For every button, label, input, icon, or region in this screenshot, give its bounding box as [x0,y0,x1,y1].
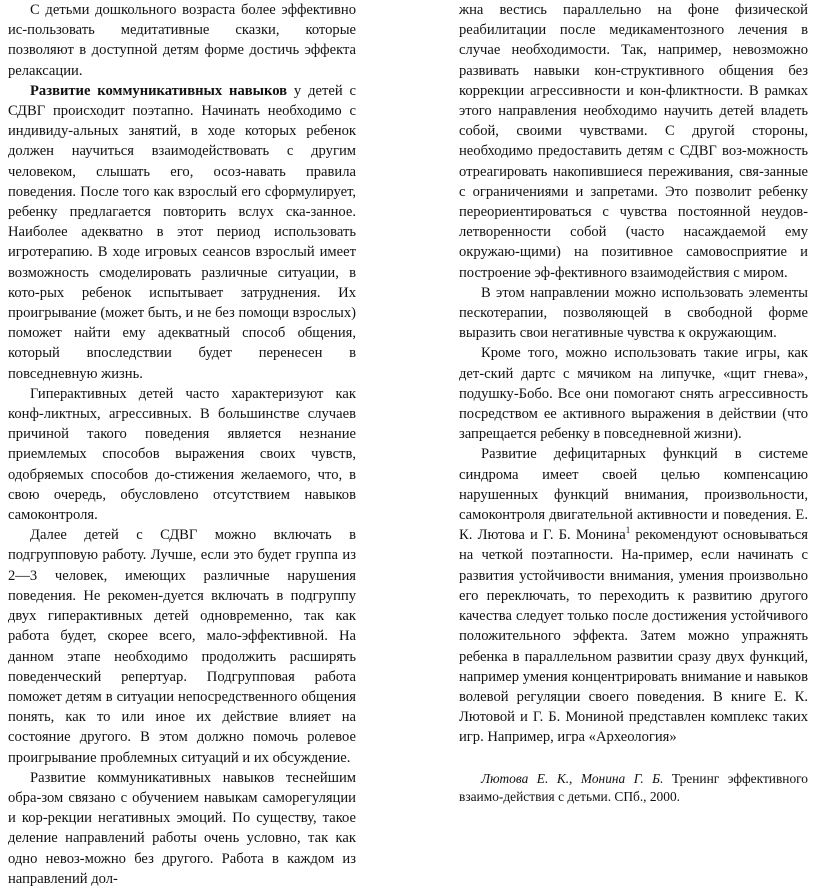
footnote-authors: Лютова Е. К., Монина Г. Б. [481,770,664,786]
footnote-reference: 1 [625,525,631,536]
paragraph-text: рекомендуют основываться на четкой поэтапности. На-пример, если начинать с развития устойчивости внимания, умения произвольно его переключать, то переходить к развитию другого качества следует только после достижения устойчивого положительного эффекта. Затем можно упражнять ребенка в параллельном развитии сразу двух функций, например умения концентрировать внимание и навыков волевой регуляции своего поведения. В книге Е. К. Лютовой и Г. Б. Мониной представлен комплекс таких игр. Например, игра «Археология» [459,527,809,746]
paragraph-relaxation: С детьми дошкольного возраста более эффективно ис-пользовать медитативные сказки, которые позволяют в доступной детям форме достичь эффекта релаксации. [8,2,356,79]
right-column [459,0,808,806]
paragraph-games: Кроме того, можно использовать такие игры, как дет-ский дартс с мячиком на липучке, «щит гнева», подушку-Бобо. Все они помогают снять агрессивность посредством ее активного выражения в действии (что запрещается ребенку в повседневной жизни). [459,345,808,443]
paragraph-communication-skills [8,81,356,384]
paragraph-continuation: жна вестись параллельно на фоне физической реабилитации после медикаментозного лечения в случае необходимости. Так, например, невозможно развивать навыки кон-структивного общения без коррекции агрессивности и кон-фликтности. В рамках этого направления необходимо научить детей владеть собой, своими чувствами. С другой стороны, необходимо предоставить детям с СДВГ воз-можность отреагировать накопившиеся переживания, свя-занные с ограничениями и запретами. Это позволит ребенку переориентироваться с чувства постоянной неудов-летворенности собой (часто насаждаемой ему окружаю-щими) на позитивное самовосприятие и построение эф-фективного взаимодействия с миром. [459,2,808,281]
paragraph-text: Развитие дефицитарных функций в системе синдрома имеет своей целью компенсацию нарушенных функций внимания, произвольности, самоконтроля двигательной активности и поведения. Е. К. Лютова и Г. Б. Монина [459,446,808,544]
paragraph-sand-therapy: В этом направлении можно использовать элементы пескотерапии, позволяющей в свободной форме выразить свои негативные чувства к окружающим. [459,284,808,342]
left-column [8,0,356,889]
bold-heading-communication: Развитие коммуникативных навыков [30,82,288,99]
paragraph-text: у детей с СДВГ происходит поэтапно. Начинать необходимо с индивиду-альных занятий, в ходе которых ребенок должен научиться взаимодействовать с другим человеком, слышать его, осоз-навать правила поведения. После того как взрослый его сформулирует, ребенку предлагается повторить вслух ска-занное. Наиболее адекватно в этот период использовать игротерапию. В ходе игровых сеансов взрослый имеет возможность смоделировать различные ситуации, в кото-рых ребенок испытывает затруднения. Их проигрывание (может быть, и не без помощи взрослых) поможет найти ему адекватный способ общения, который впоследствии будет перенесен в повседневную жизнь. [8,82,356,382]
paragraph-conflict: Гиперактивных детей часто характеризуют как конф-ликтных, агрессивных. В большинстве случаев причиной такого поведения является незнание приемлемых способов выражения своих чувств, одобряемых способов до-стижения желаемого, что, в свою очередь, обусловлено отсутствием навыков самоконтроля. [8,385,356,524]
paragraph-self-regulation: Развитие коммуникативных навыков теснейшим обра-зом связано с обучением навыкам саморегуляции и кор-рекции негативных эмоций. По существу, такое деление направлений работы очень условно, так как одно невоз-можно без другого. Работа в каждом из направлений дол- [8,769,356,887]
footnote [459,770,808,806]
paragraph-subgroup-work: Далее детей с СДВГ можно включать в подгрупповую работу. Лучше, если это будет группа из 2—3 человек, имеющих различные нарушения поведения. Не рекомен-дуется включать в подгруппу двух гиперактивных детей одновременно, так как работа будет, скорее всего, мало-эффективной. На данном этапе необходимо продолжить расширять поведенческий репертуар. Подгрупповая работа поможет детям в ситуации непосредственного общения понять, как то или иное их действие влияет на состояние другого. В этом должно помочь ролевое проигрывание проблемных ситуаций и их обсуждение. [8,527,356,766]
paragraph-deficit-functions [459,444,808,747]
footnote-text: Тренинг эффективного взаимо-действия с детьми. СПб., 2000. [459,770,809,804]
